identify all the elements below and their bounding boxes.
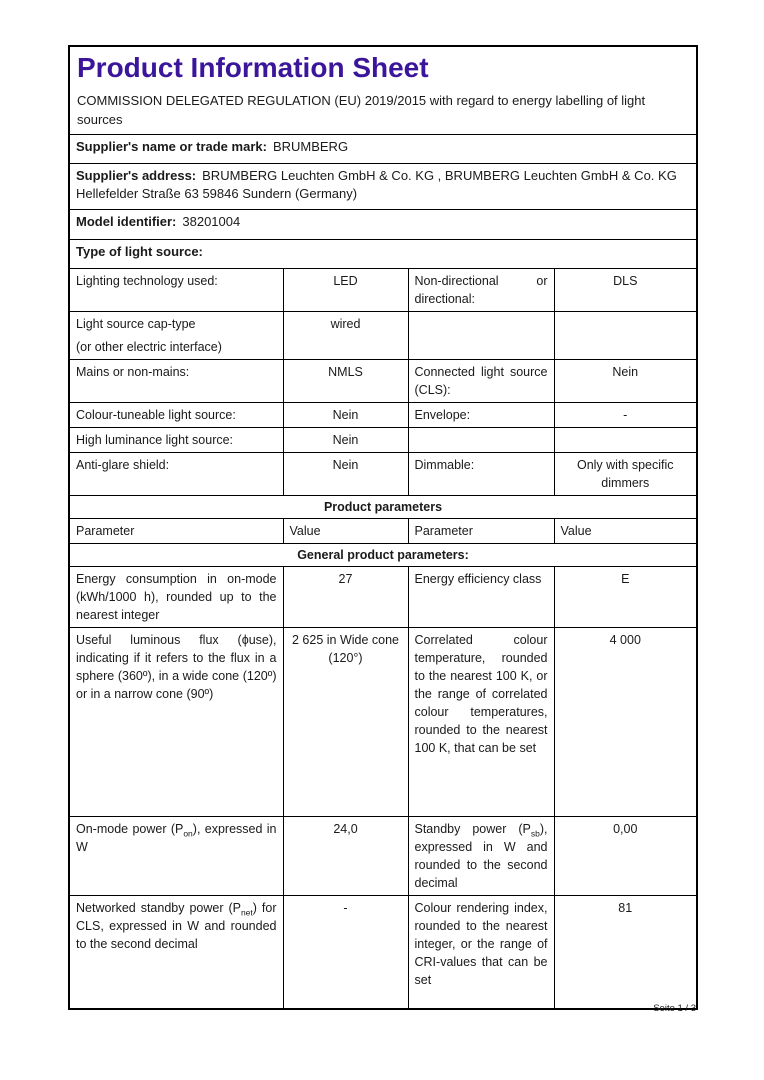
table-row xyxy=(69,311,697,359)
table-row xyxy=(69,895,697,1009)
type-of-light-source-label: Type of light source: xyxy=(76,243,203,259)
table-row xyxy=(69,452,697,495)
cap-type-line2: (or other electric interface) xyxy=(76,339,222,354)
table-row xyxy=(69,627,697,816)
value-cell: LED xyxy=(283,268,408,311)
document-sheet xyxy=(68,45,698,1010)
supplier-address-value: BRUMBERG Leuchten GmbH & Co. KG , BRUMBERG Leuchten GmbH & Co. KG Hellefelder Straße 63 59846 Sundern (Germany) xyxy=(76,167,677,201)
model-identifier-cell xyxy=(69,209,697,239)
value-cell: - xyxy=(283,895,408,1009)
table-row xyxy=(69,402,697,427)
value-cell: 27 xyxy=(283,566,408,627)
value-cell: 81 xyxy=(554,895,697,1009)
value-cell xyxy=(554,311,697,359)
param-cell: Colour rendering index, rounded to the nearest integer, or the range of CRI-values that can be set xyxy=(408,895,554,1009)
table-row xyxy=(69,427,697,452)
column-header: Value xyxy=(283,518,408,543)
value-cell: E xyxy=(554,566,697,627)
value-cell: Only with specific dimmers xyxy=(554,452,697,495)
value-cell: DLS xyxy=(554,268,697,311)
title-cell xyxy=(69,46,697,134)
product-parameters-row xyxy=(69,495,697,518)
value-cell: - xyxy=(554,402,697,427)
value-cell: Nein xyxy=(283,427,408,452)
param-cell: Energy efficiency class xyxy=(408,566,554,627)
general-parameters-heading: General product parameters: xyxy=(69,543,697,566)
param-cell: Connected light source (CLS): xyxy=(408,359,554,402)
param-cell: Mains or non-mains: xyxy=(69,359,283,402)
param-cell: Anti-glare shield: xyxy=(69,452,283,495)
model-identifier-value: 38201004 xyxy=(182,213,241,229)
product-info-table xyxy=(68,45,698,1010)
param-cell: Non-directional or directional: xyxy=(408,268,554,311)
supplier-name-label: Supplier's name or trade mark: xyxy=(76,138,267,154)
page-footer: Seite 1 / 3 xyxy=(653,1003,696,1014)
column-header: Parameter xyxy=(408,518,554,543)
column-header-row xyxy=(69,518,697,543)
param-cell xyxy=(69,311,283,359)
supplier-address-row xyxy=(69,163,697,209)
type-of-light-source-row xyxy=(69,239,697,268)
param-cell: Networked standby power $(P_{net})$ for CLS, expressed in W and rounded to the second decimal xyxy=(69,895,283,1009)
param-cell: Colour-tuneable light source: xyxy=(69,402,283,427)
param-cell: Standby power $(P_{sb})$, expressed in W and rounded to the second decimal xyxy=(408,816,554,895)
supplier-address-label: Supplier's address: xyxy=(76,167,197,183)
param-cell: Dimmable: xyxy=(408,452,554,495)
value-cell: 24,0 xyxy=(283,816,408,895)
param-cell: On-mode power $(P_{on})$, expressed in W xyxy=(69,816,283,895)
param-cell: Lighting technology used: xyxy=(69,268,283,311)
param-cell: Energy consumption in on-mode (kWh/1000 h), rounded up to the nearest integer xyxy=(69,566,283,627)
param-cell: Envelope: xyxy=(408,402,554,427)
value-cell: wired xyxy=(283,311,408,359)
product-parameters-heading: Product parameters xyxy=(69,495,697,518)
param-cell xyxy=(408,311,554,359)
value-cell: 0,00 xyxy=(554,816,697,895)
value-cell: 4 000 xyxy=(554,627,697,816)
supplier-name-row xyxy=(69,134,697,163)
page-title: Product Information Sheet xyxy=(77,52,429,83)
table-row xyxy=(69,268,697,311)
table-row xyxy=(69,816,697,895)
column-header: Parameter xyxy=(69,518,283,543)
supplier-address-cell xyxy=(69,163,697,209)
value-cell: 2 625 in Wide cone (120°) xyxy=(283,627,408,816)
param-cell: High luminance light source: xyxy=(69,427,283,452)
cap-type-line1: Light source cap-type xyxy=(76,316,196,331)
model-identifier-label: Model identifier: xyxy=(76,213,177,229)
value-cell: NMLS xyxy=(283,359,408,402)
title-row xyxy=(69,46,697,134)
type-of-light-source-cell xyxy=(69,239,697,268)
supplier-name-cell xyxy=(69,134,697,163)
value-cell: Nein xyxy=(554,359,697,402)
model-identifier-row xyxy=(69,209,697,239)
table-row xyxy=(69,566,697,627)
param-cell: Correlated colour temperature, rounded to the nearest 100 K, or the range of correlated colour temperatures, rounded to the nearest 100 K, that can be set xyxy=(408,627,554,816)
supplier-name-value: BRUMBERG xyxy=(272,138,349,154)
value-cell: Nein xyxy=(283,452,408,495)
table-row xyxy=(69,359,697,402)
general-parameters-row xyxy=(69,543,697,566)
value-cell: Nein xyxy=(283,402,408,427)
value-cell xyxy=(554,427,697,452)
param-cell xyxy=(408,427,554,452)
regulation-text: COMMISSION DELEGATED REGULATION (EU) 2019/2015 with regard to energy labelling of light sources xyxy=(77,93,646,127)
column-header: Value xyxy=(554,518,697,543)
param-cell: Useful luminous flux (ϕuse), indicating if it refers to the flux in a sphere (360º), in a wide cone (120º) or in a narrow cone (90º) xyxy=(69,627,283,816)
